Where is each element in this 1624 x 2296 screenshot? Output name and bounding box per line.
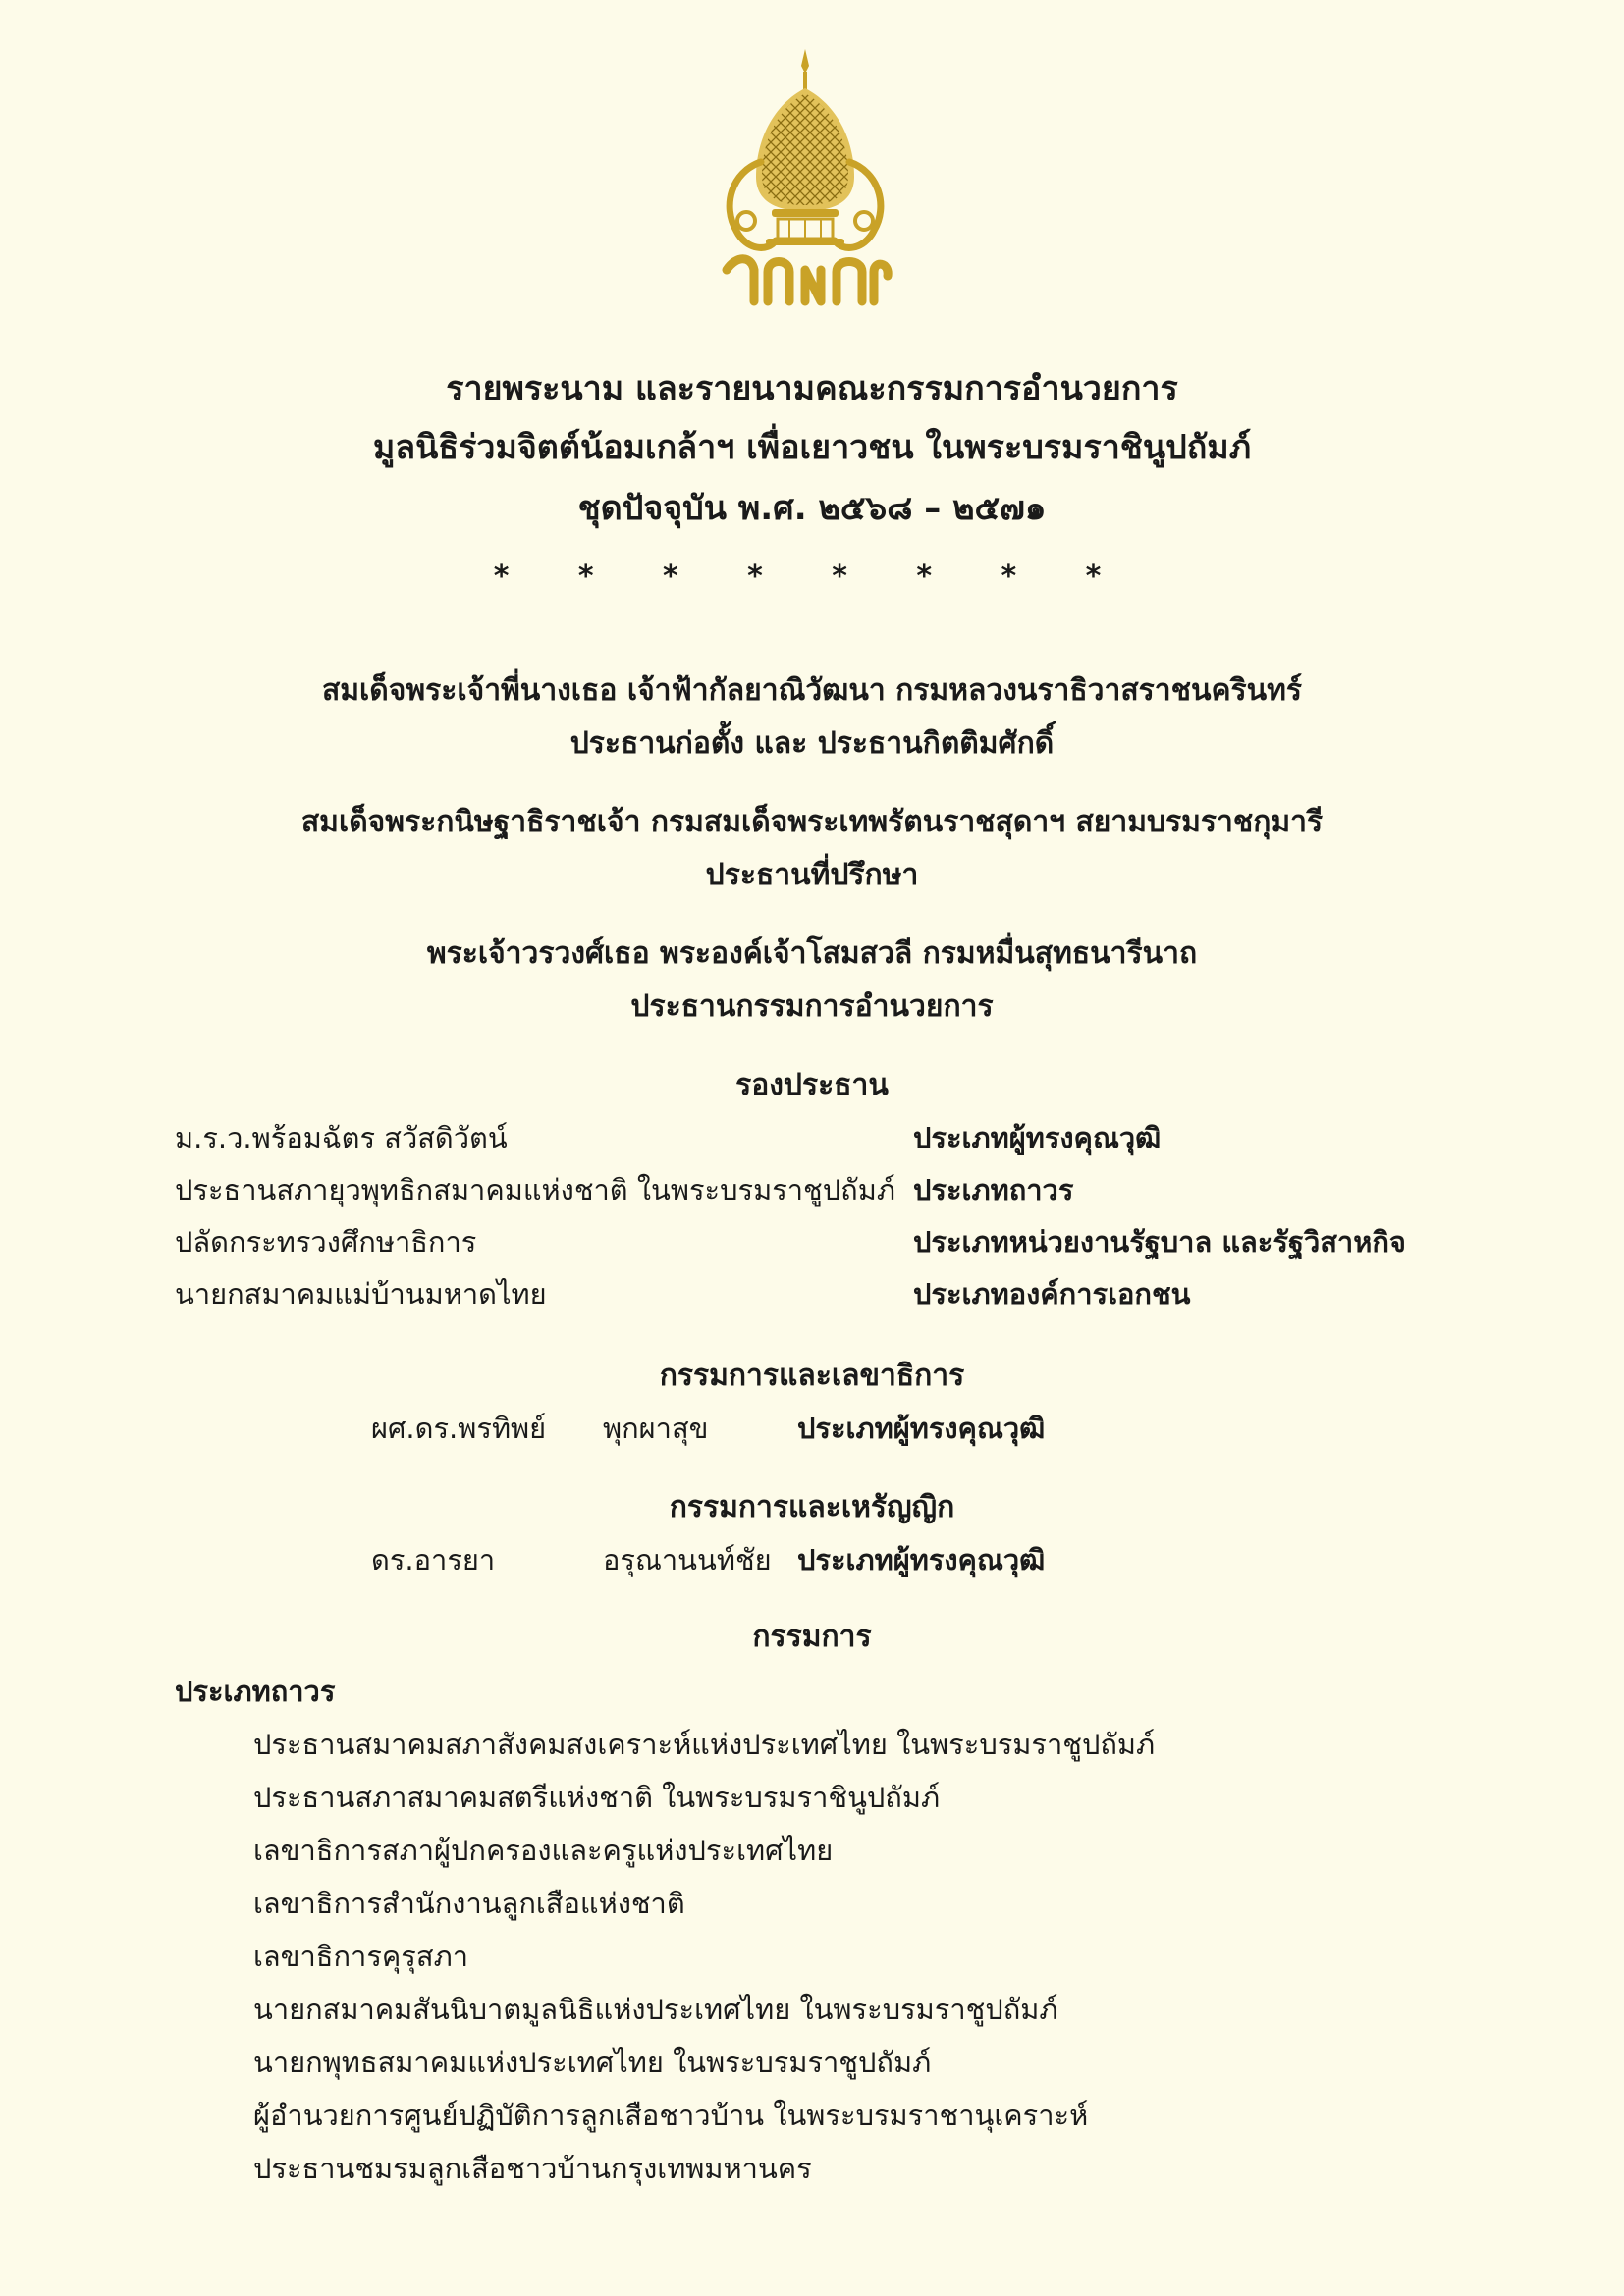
royal-name-3: พระเจ้าวรวงศ์เธอ พระองค์เจ้าโสมสวลี กรมหมื่นสุทธนารีนาถ — [426, 936, 1198, 971]
treasurer-last-name: อรุณานนท์ชัย — [603, 1543, 772, 1576]
committee-member: เลขาธิการสำนักงานลูกเสือแห่งชาติ — [253, 1887, 685, 1920]
vice-chair-name: ม.ร.ว.พร้อมฉัตร สวัสดิวัตน์ — [175, 1121, 508, 1154]
secretary-last-name: พุกผาสุข — [603, 1412, 709, 1445]
royal-name-1: สมเด็จพระเจ้าพี่นางเธอ เจ้าฟ้ากัลยาณิวัฒนา กรมหลวงนราธิวาสราชนครินทร์ — [321, 673, 1303, 708]
committee-heading: กรรมการ — [752, 1620, 872, 1654]
vice-chair-heading: รองประธาน — [735, 1068, 889, 1102]
royal-name-2: สมเด็จพระกนิษฐาธิราชเจ้า กรมสมเด็จพระเทพรัตนราชสุดาฯ สยามบรมราชกุมารี — [300, 805, 1324, 839]
royal-role-2: ประธานที่ปรึกษา — [705, 858, 919, 892]
vice-chair-type: ประเภทผู้ทรงคุณวุฒิ — [913, 1121, 1162, 1154]
committee-member: นายกสมาคมสันนิบาตมูลนิธิแห่งประเทศไทย ในพระบรมราชูปถัมภ์ — [253, 1993, 1058, 2026]
vice-chair-type: ประเภทถาวร — [913, 1173, 1074, 1206]
vice-chair-name: นายกสมาคมแม่บ้านมหาดไทย — [175, 1277, 547, 1310]
document-title-line2: มูลนิธิร่วมจิตต์น้อมเกล้าฯ เพื่อเยาวชน ในพระบรมราชินูปถัมภ์ — [372, 428, 1252, 467]
vice-chair-type: ประเภทองค์การเอกชน — [913, 1277, 1191, 1310]
committee-member: ประธานชมรมลูกเสือชาวบ้านกรุงเทพมหานคร — [253, 2152, 812, 2185]
secretary-first-name: ผศ.ดร.พรทิพย์ — [371, 1412, 547, 1445]
royal-role-1: ประธานก่อตั้ง และ ประธานกิตติมศักดิ์ — [569, 726, 1055, 761]
secretary-heading: กรรมการและเลขาธิการ — [659, 1359, 965, 1393]
foundation-emblem-icon — [707, 44, 903, 329]
treasurer-type: ประเภทผู้ทรงคุณวุฒิ — [797, 1543, 1046, 1576]
secretary-type: ประเภทผู้ทรงคุณวุฒิ — [797, 1412, 1046, 1445]
document-title-line1: รายพระนาม และรายนามคณะกรรมการอำนวยการ — [446, 369, 1178, 408]
royal-role-3: ประธานกรรมการอำนวยการ — [630, 989, 994, 1024]
committee-member: นายกพุทธสมาคมแห่งประเทศไทย ในพระบรมราชูปถัมภ์ — [253, 2046, 932, 2079]
committee-member: ประธานสภาสมาคมสตรีแห่งชาติ ในพระบรมราชินูปถัมภ์ — [253, 1781, 941, 1814]
committee-member: เลขาธิการสภาผู้ปกครองและครูแห่งประเทศไทย — [253, 1834, 834, 1867]
document-title-line3: ชุดปัจจุบัน พ.ศ. ๒๕๖๘ – ๒๕๗๑ — [577, 489, 1047, 528]
vice-chair-name: ปลัดกระทรวงศึกษาธิการ — [175, 1225, 477, 1258]
vice-chair-type: ประเภทหน่วยงานรัฐบาล และรัฐวิสาหกิจ — [913, 1225, 1406, 1258]
treasurer-heading: กรรมการและเหรัญญิก — [669, 1490, 955, 1524]
treasurer-first-name: ดร.อารยา — [371, 1543, 496, 1576]
star-separator: * * * * * * * * — [493, 560, 1131, 594]
committee-member: เลขาธิการคุรุสภา — [253, 1940, 468, 1973]
committee-member: ประธานสมาคมสภาสังคมสงเคราะห์แห่งประเทศไทย ในพระบรมราชูปถัมภ์ — [253, 1728, 1156, 1761]
committee-member: ผู้อำนวยการศูนย์ปฏิบัติการลูกเสือชาวบ้าน ในพระบรมราชานุเคราะห์ — [253, 2099, 1089, 2132]
committee-category: ประเภทถาวร — [175, 1675, 336, 1708]
vice-chair-name: ประธานสภายุวพุทธิกสมาคมแห่งชาติ ในพระบรมราชูปถัมภ์ — [175, 1173, 895, 1206]
